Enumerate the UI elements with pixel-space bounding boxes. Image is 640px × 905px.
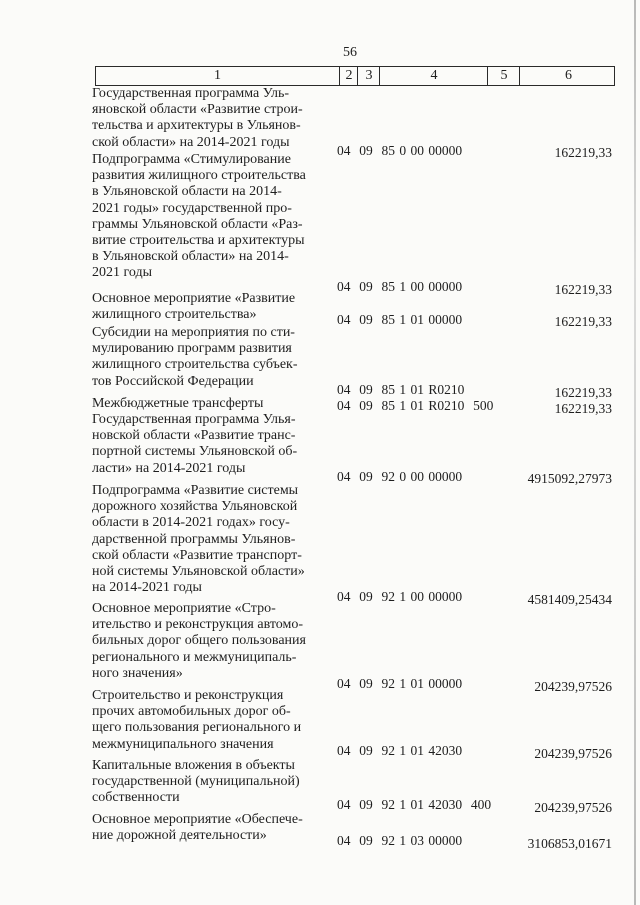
row-value: 162219,33 <box>554 401 612 416</box>
row-value: 204239,97526 <box>534 800 612 815</box>
row-value: 204239,97526 <box>534 746 612 761</box>
header-col-6: 6 <box>519 67 617 85</box>
header-col-3: 3 <box>357 67 380 85</box>
row-code: 04 09 92 0 00 00000 <box>337 469 463 484</box>
row-code: 04 09 92 1 01 42030 400 <box>337 797 492 812</box>
header-col-2: 2 <box>339 67 358 85</box>
row-code: 04 09 85 0 00 00000 <box>337 143 463 158</box>
row-code: 04 09 85 1 01 00000 <box>337 312 463 327</box>
row-value: 162219,33 <box>554 314 612 329</box>
row-name: Капитальные вложения в объекты государственной (муниципальной) собственности <box>92 758 300 806</box>
row-value: 4581409,25434 <box>527 592 612 607</box>
row-value: 162219,33 <box>554 145 612 160</box>
row-name: Подпрограмма «Стимулирование развития жилищного строительства в Ульяновской области на 2014- 2021 годы» государственной про- граммы Ульяновской области «Раз- витие строительства и архитектуры в Ульяновской области» на 2014- 2021 годы <box>92 152 306 281</box>
row-value: 162219,33 <box>554 282 612 297</box>
row-name: Строительство и реконструкция прочих автомобильных дорог об- щего пользования регионального и межмуниципального значения <box>92 688 302 752</box>
row-name: Межбюджетные трансферты <box>92 396 264 411</box>
row-code: 04 09 85 1 01 R0210 <box>337 382 465 397</box>
row-name: Подпрограмма «Развитие системы дорожного хозяйства Ульяновской области в 2014-2021 годах» госу- дарственной программы Ульянов- ской области «Развитие транспорт- ной системы Ульяновской области» на 2014-2021 годы <box>92 483 305 596</box>
row-code: 04 09 92 1 03 00000 <box>337 833 463 848</box>
row-value: 204239,97526 <box>534 679 612 694</box>
table-header <box>95 66 615 86</box>
row-code: 04 09 85 1 01 R0210 500 <box>337 398 494 413</box>
header-col-5: 5 <box>487 67 520 85</box>
header-col-1: 1 <box>214 68 221 83</box>
row-value: 3106853,01671 <box>527 836 612 851</box>
row-name: Государственная программа Уль- яновской области «Развитие строи- тельства и архитектуры в Ульянов- ской области» на 2014-2021 годы <box>92 86 303 150</box>
row-code: 04 09 92 1 01 42030 <box>337 743 463 758</box>
row-name: Основное мероприятие «Развитие жилищного строительства» <box>92 291 296 323</box>
row-value: 4915092,27973 <box>527 471 612 486</box>
row-name: Субсидии на мероприятия по сти- мулированию программ развития жилищного строительства субъек- тов Российской Федерации <box>92 325 298 389</box>
scan-edge <box>634 0 636 905</box>
page-number: 56 <box>343 45 357 60</box>
row-code: 04 09 92 1 00 00000 <box>337 589 463 604</box>
row-name: Государственная программа Улья- новской области «Развитие транс- портной системы Ульяновской об- ласти» на 2014-2021 годы <box>92 412 298 476</box>
row-code: 04 09 92 1 01 00000 <box>337 676 463 691</box>
row-name: Основное мероприятие «Стро- ительство и реконструкция автомо- бильных дорог общего пользования регионального и межмуниципаль- ного значения» <box>92 601 306 681</box>
header-col-4: 4 <box>379 67 488 85</box>
row-code: 04 09 85 1 00 00000 <box>337 279 463 294</box>
row-name: Основное мероприятие «Обеспече- ние дорожной деятельности» <box>92 812 303 844</box>
row-value: 162219,33 <box>554 385 612 400</box>
